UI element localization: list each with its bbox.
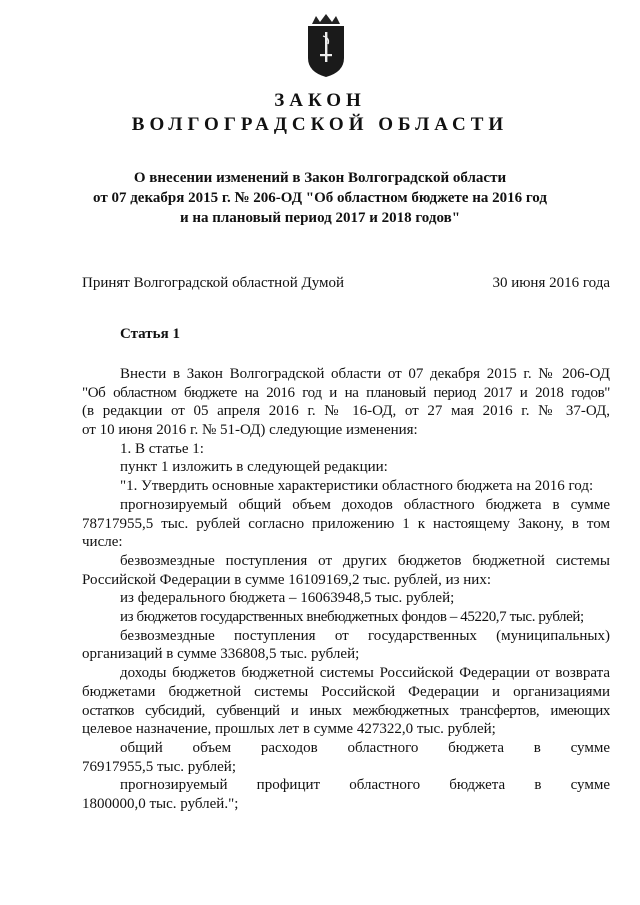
body-line: безвозмездные поступления от других бюджетов бюджетной системы bbox=[120, 552, 610, 569]
body-line: "1. Утвердить основные характеристики областного бюджета на 2016 год: bbox=[120, 478, 594, 495]
body-line: прогнозируемый профицит областного бюджета в сумме bbox=[120, 777, 610, 794]
amendment-title-line: от 07 декабря 2015 г. № 206-ОД "Об областном бюджете на 2016 год bbox=[93, 190, 547, 206]
region-title: ВОЛГОГРАДСКОЙ ОБЛАСТИ bbox=[131, 114, 509, 135]
body-line: "Об областном бюджете на 2016 год и на плановый период 2017 и 2018 годов" bbox=[82, 384, 610, 401]
adoption-date: 30 июня 2016 года bbox=[492, 275, 610, 291]
body-line: 1. В статье 1: bbox=[120, 440, 204, 457]
amendment-title bbox=[0, 168, 640, 228]
body-line: организаций в сумме 336808,5 тыс. рублей; bbox=[82, 646, 360, 663]
body-line: от 10 июня 2016 г. № 51-ОД) следующие изменения: bbox=[82, 422, 418, 439]
body-line: Внести в Закон Волгоградской области от 07 декабря 2015 г. № 206-ОД bbox=[120, 366, 610, 382]
body-line: пункт 1 изложить в следующей редакции: bbox=[120, 459, 388, 476]
body-line: прогнозируемый общий объем доходов областного бюджета в сумме bbox=[120, 496, 610, 513]
body-line: доходы бюджетов бюджетной системы Российской Федерации от возврата bbox=[120, 665, 610, 682]
body-line: из бюджетов государственных внебюджетных фондов – 45220,7 тыс. рублей; bbox=[120, 609, 584, 626]
article-heading: Статья 1 bbox=[120, 326, 180, 342]
body-line: 76917955,5 тыс. рублей; bbox=[82, 758, 236, 775]
body-line: Российской Федерации в сумме 16109169,2 тыс. рублей, из них: bbox=[82, 571, 491, 588]
body-line: 1800000,0 тыс. рублей."; bbox=[82, 795, 239, 812]
adopted-by: Принят Волгоградской областной Думой bbox=[82, 275, 345, 291]
body-line: остатков субсидий, субвенций и иных межбюджетных трансфертов, имеющих bbox=[82, 702, 610, 719]
coat-of-arms-emblem bbox=[302, 14, 350, 78]
amendment-title-line: и на плановый период 2017 и 2018 годов" bbox=[179, 210, 461, 226]
body-line: 78717955,5 тыс. рублей согласно приложению 1 к настоящему Закону, в том bbox=[82, 515, 610, 532]
body-line: из федерального бюджета – 16063948,5 тыс. рублей; bbox=[120, 590, 455, 607]
law-title: ЗАКОН bbox=[274, 90, 366, 111]
body-line: (в редакции от 05 апреля 2016 г. № 16-ОД, от 27 мая 2016 г. № 37-ОД, bbox=[82, 403, 610, 420]
body-line: числе: bbox=[82, 534, 123, 551]
body-line: целевое назначение, прошлых лет в сумме 427322,0 тыс. рублей; bbox=[82, 721, 496, 738]
body-line: общий объем расходов областного бюджета в сумме bbox=[120, 739, 610, 756]
body-line: бюджетами бюджетной системы Российской Федерации и организациями bbox=[82, 683, 610, 700]
amendment-title-line: О внесении изменений в Закон Волгоградской области bbox=[133, 170, 507, 186]
body-line: безвозмездные поступления от государственных (муниципальных) bbox=[120, 627, 610, 644]
article-body bbox=[82, 365, 610, 814]
